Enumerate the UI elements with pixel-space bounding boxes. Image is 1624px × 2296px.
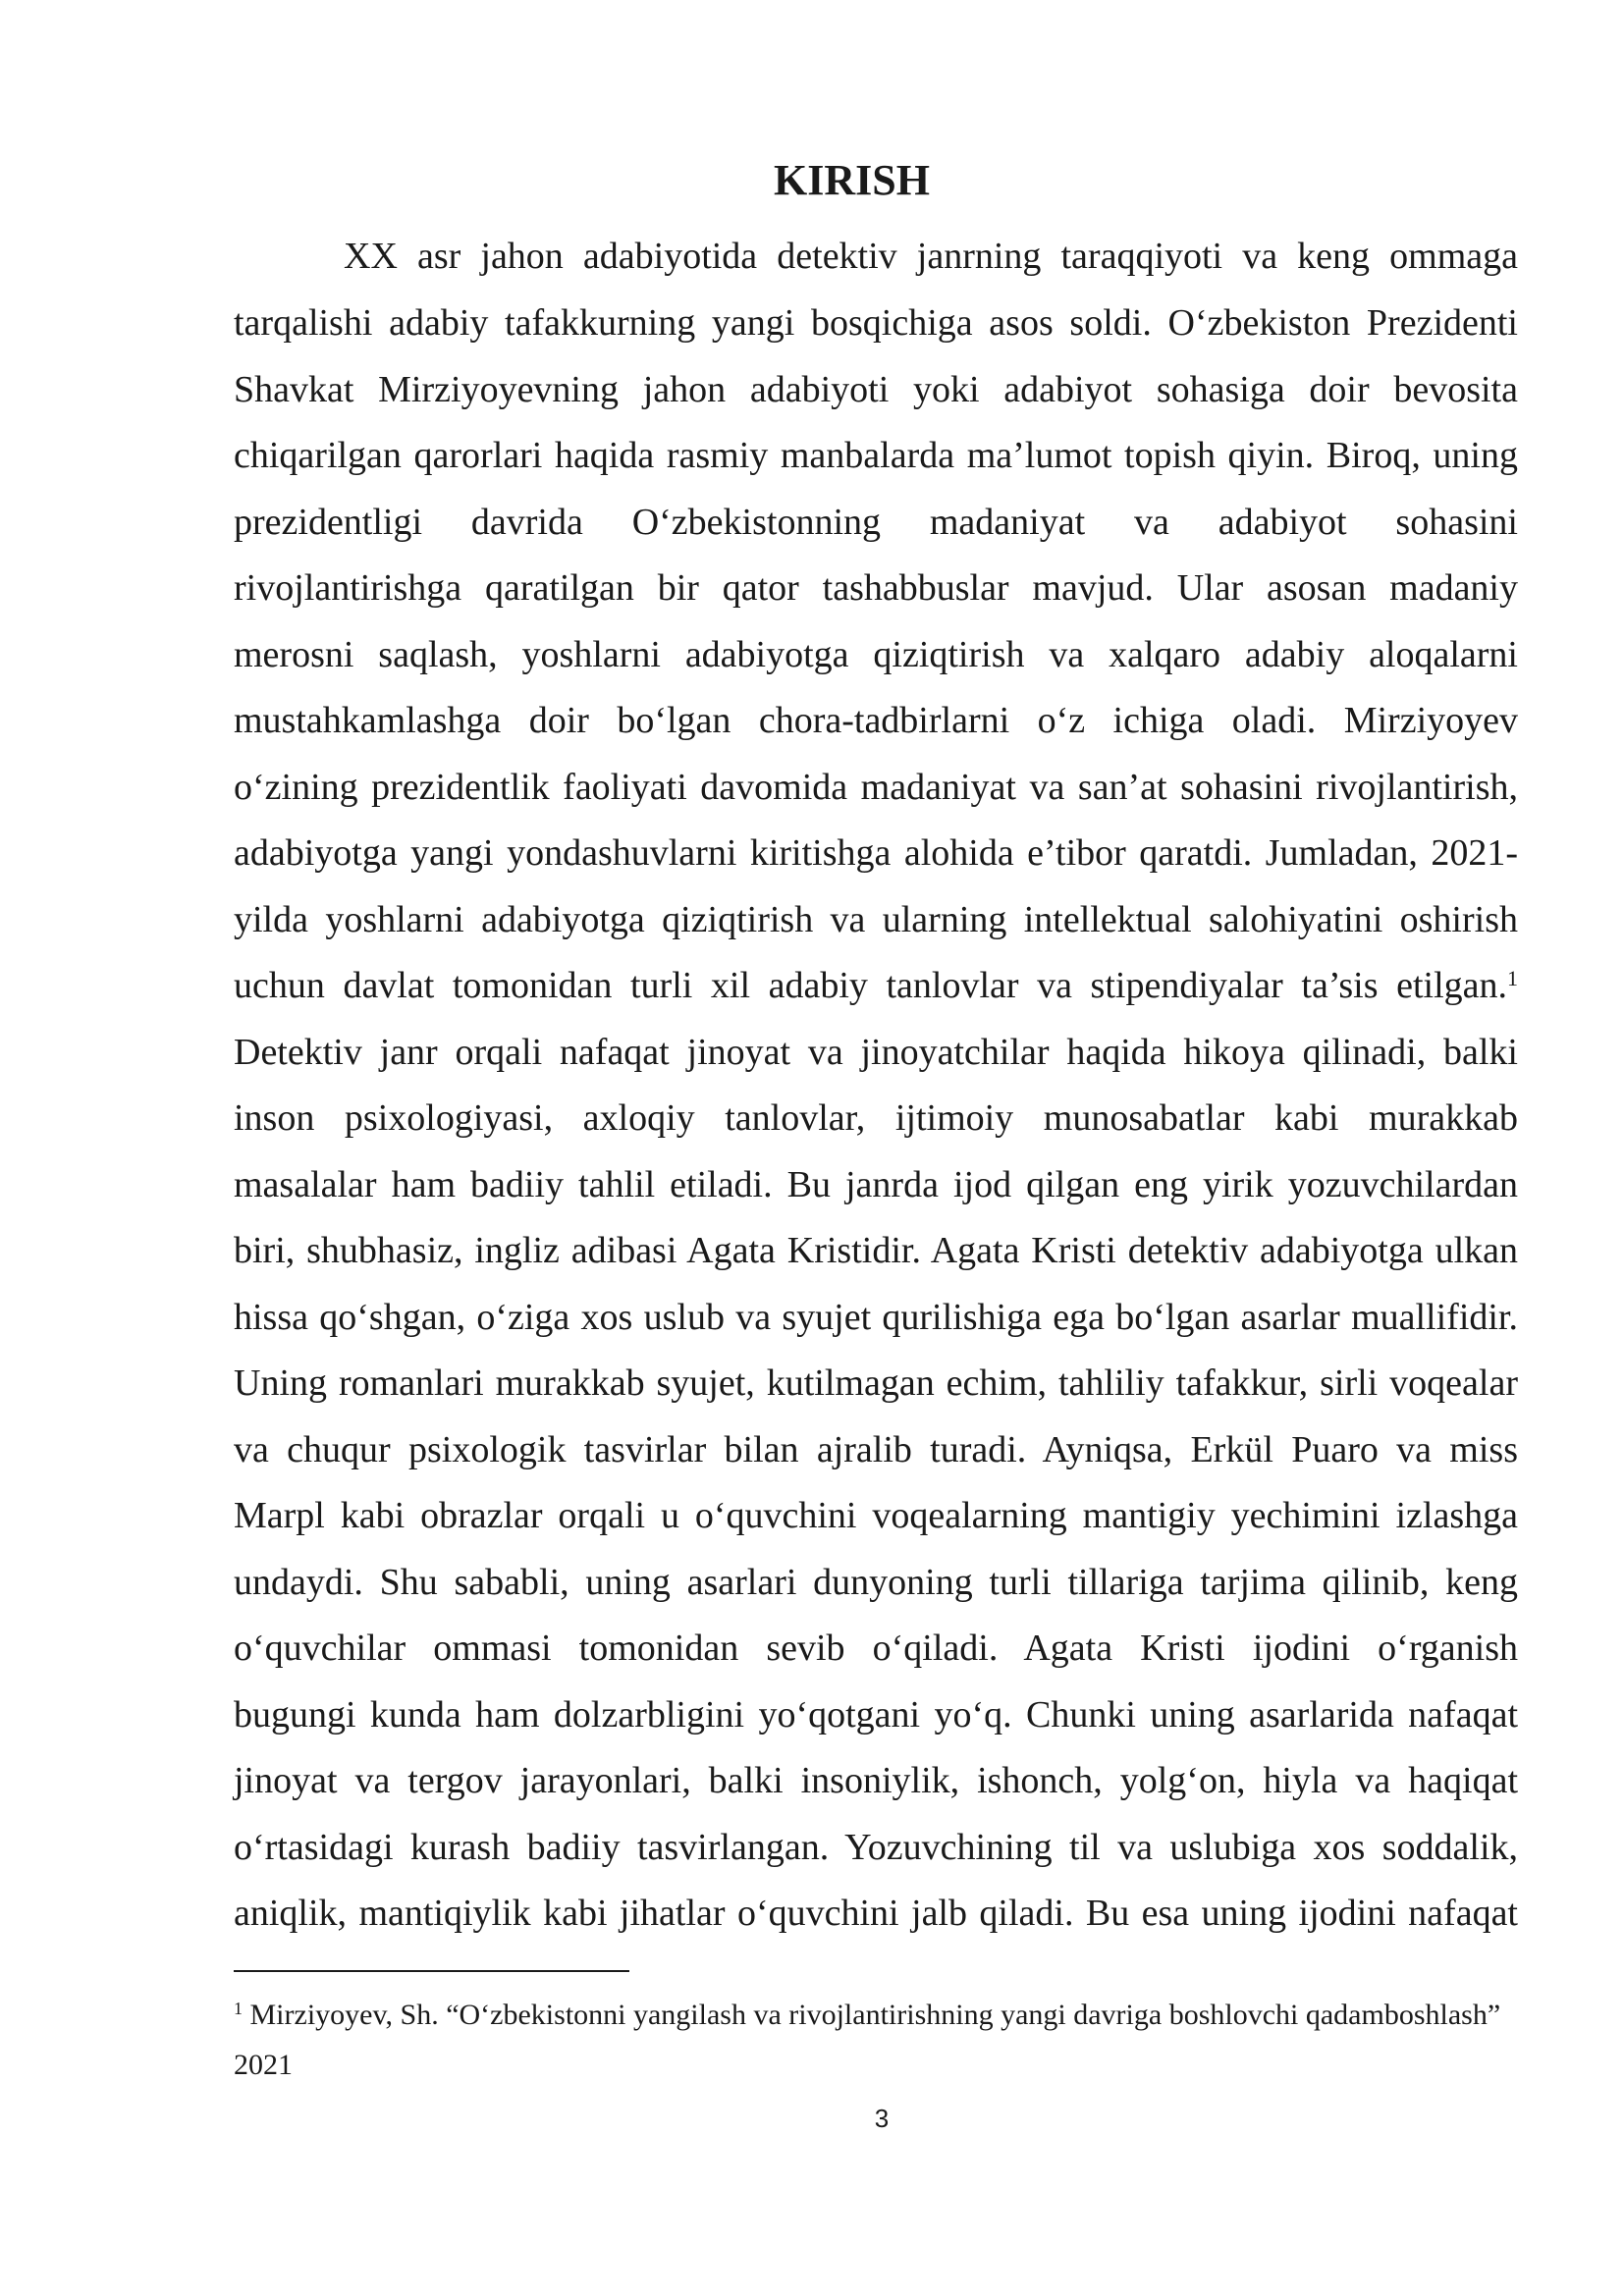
paragraph-line: merosni saqlash, yoshlarni adabiyotga qiziqtirish va xalqaro adabiy aloqalarni	[234, 634, 1518, 675]
paragraph-line: jinoyat va tergov jarayonlari, balki insoniylik, ishonch, yolg‘on, hiyla va haqiqat	[234, 1760, 1518, 1801]
paragraph-line-text: uchun davlat tomonidan turli xil adabiy tanlovlar va stipendiyalar ta’sis etilgan.	[234, 965, 1507, 1006]
paragraph-line: chiqarilgan qarorlari haqida rasmiy manbalarda ma’lumot topish qiyin. Biroq, uning	[234, 435, 1518, 476]
paragraph-line: o‘zining prezidentlik faoliyati davomida madaniyat va san’at sohasini rivojlantirish,	[234, 767, 1518, 808]
paragraph-line: rivojlantirishga qaratilgan bir qator tashabbuslar mavjud. Ular asosan madaniy	[234, 567, 1518, 609]
footnote-marker: 1	[234, 1999, 243, 2018]
page-number: 3	[874, 2104, 890, 2133]
paragraph-line: undaydi. Shu sababli, uning asarlari dunyoning turli tillariga tarjima qilinib, keng	[234, 1562, 1518, 1603]
footnote-year: 2021	[234, 2049, 293, 2081]
footnote-reference[interactable]: 1	[1507, 966, 1518, 990]
paragraph-line: Shavkat Mirziyoyevning jahon adabiyoti yoki adabiyot sohasiga doir bevosita	[234, 369, 1518, 410]
paragraph-line: Detektiv janr orqali nafaqat jinoyat va jinoyatchilar haqida hikoya qilinadi, balki	[234, 1032, 1518, 1073]
footnote-text	[234, 1996, 1518, 2035]
paragraph-line: inson psixologiyasi, axloqiy tanlovlar, ijtimoiy munosabatlar kabi murakkab	[234, 1097, 1518, 1139]
paragraph-line: o‘rtasidagi kurash badiiy tasvirlangan. Yozuvchining til va uslubiga xos soddalik,	[234, 1827, 1518, 1868]
paragraph-line: masalalar ham badiiy tahlil etiladi. Bu janrda ijod qilgan eng yirik yozuvchilardan	[234, 1164, 1518, 1205]
paragraph-line: yilda yoshlarni adabiyotga qiziqtirish va ularning intellektual salohiyatini oshirish	[234, 899, 1518, 940]
footnote-separator	[234, 1970, 629, 1972]
paragraph-line: tarqalishi adabiy tafakkurning yangi bosqichiga asos soldi. O‘zbekiston Prezidenti	[234, 302, 1518, 344]
paragraph-line: hissa qo‘shgan, o‘ziga xos uslub va syujet qurilishiga ega bo‘lgan asarlar muallifidir.	[234, 1297, 1518, 1338]
paragraph-line: biri, shubhasiz, ingliz adibasi Agata Kristidir. Agata Kristi detektiv adabiyotga ulkan	[234, 1230, 1518, 1271]
paragraph-line: prezidentligi davrida O‘zbekistonning madaniyat va adabiyot sohasini	[234, 502, 1518, 543]
paragraph-line-with-footnote	[234, 961, 1518, 1010]
paragraph-line: XX asr jahon adabiyotida detektiv janrning taraqqiyoti va keng ommaga	[344, 236, 1518, 277]
paragraph-line: adabiyotga yangi yondashuvlarni kiritishga alohida e’tibor qaratdi. Jumladan, 2021-	[234, 832, 1518, 874]
paragraph-line: va chuqur psixologik tasvirlar bilan ajralib turadi. Ayniqsa, Erkül Puaro va miss	[234, 1429, 1518, 1470]
section-heading: KIRISH	[774, 156, 930, 204]
paragraph-line: Uning romanlari murakkab syujet, kutilmagan echim, tahliliy tafakkur, sirli voqealar	[234, 1362, 1518, 1404]
paragraph-line: bugungi kunda ham dolzarbligini yo‘qotgani yo‘q. Chunki uning asarlarida nafaqat	[234, 1694, 1518, 1735]
paragraph-line: mustahkamlashga doir bo‘lgan chora-tadbirlarni o‘z ichiga oladi. Mirziyoyev	[234, 700, 1518, 741]
footnote-citation: Mirziyoyev, Sh. “O‘zbekistonni yangilash va rivojlantirishning yangi davriga boshlovchi qadamboshlash”	[243, 1999, 1501, 2031]
paragraph-line: Marpl kabi obrazlar orqali u o‘quvchini voqealarning mantigiy yechimini izlashga	[234, 1495, 1518, 1536]
paragraph-line: aniqlik, mantiqiylik kabi jihatlar o‘quvchini jalb qiladi. Bu esa uning ijodini nafaqat	[234, 1893, 1518, 1934]
paragraph-line: o‘quvchilar ommasi tomonidan sevib o‘qiladi. Agata Kristi ijodini o‘rganish	[234, 1628, 1518, 1669]
